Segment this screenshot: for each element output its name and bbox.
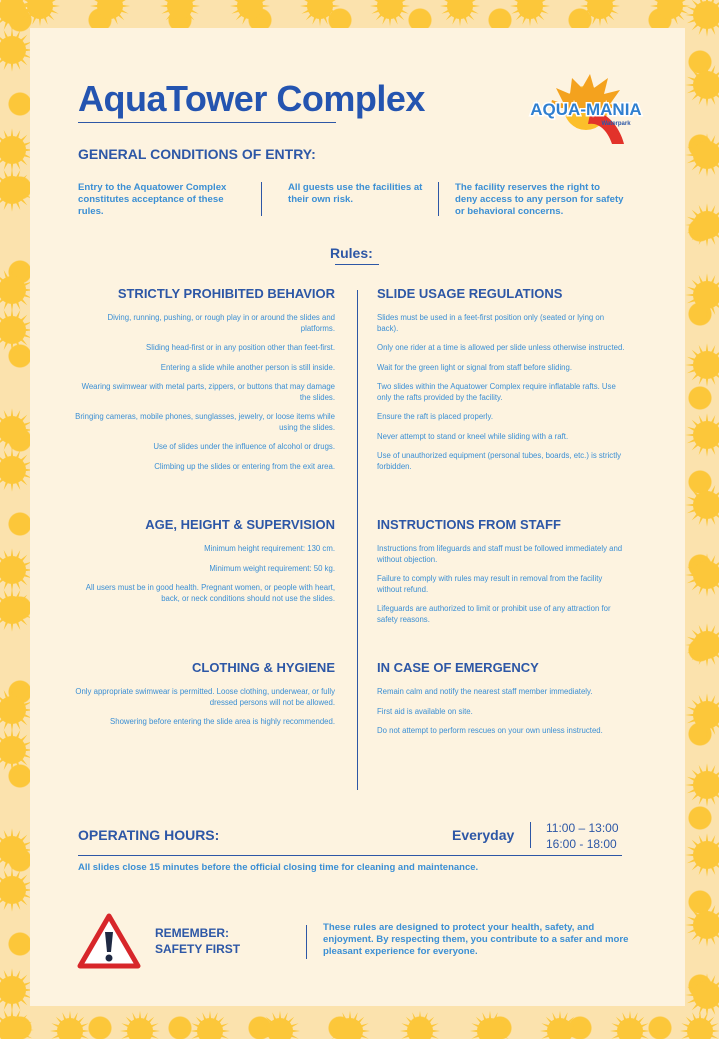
section-slide-usage-title: SLIDE USAGE REGULATIONS <box>377 286 563 301</box>
page-title: AquaTower Complex <box>78 78 425 119</box>
time-slot-2: 16:00 - 18:00 <box>546 837 617 851</box>
list-item: Minimum height requirement: 130 cm. <box>204 544 335 553</box>
list-item: Sliding head-first or in any position other than feet-first. <box>146 343 335 352</box>
rules-underline <box>335 264 379 265</box>
rules-poster-panel <box>30 28 685 1006</box>
general-condition-1: Entry to the Aquatower Complex constitutes acceptance of these rules. <box>78 182 227 217</box>
list-item: Diving, running, pushing, or rough play in or around the slides and platforms. <box>107 313 335 333</box>
sun-icon <box>0 688 34 731</box>
list-item: Minimum weight requirement: 50 kg. <box>209 563 335 573</box>
section-prohibited <box>74 286 335 472</box>
list-item: Wearing swimwear with metal parts, zippers, or buttons that may damage the slides. <box>81 382 335 402</box>
sun-icon <box>0 128 34 171</box>
sun-icon <box>470 1011 510 1039</box>
section-prohibited-title: STRICTLY PROHIBITED BEHAVIOR <box>117 286 335 301</box>
remember-text: These rules are designed to protect your health, safety, and enjoyment. By respecting them, you contribute to a safer and more pleasant experience for everyone. <box>323 922 629 957</box>
general-condition-3: The facility reserves the right to deny access to any person for safety or behavioral concerns. <box>455 182 624 217</box>
logo-subtitle-text: Waterpark <box>601 121 631 127</box>
sun-icon <box>540 1011 580 1039</box>
sun-icon <box>685 973 719 1016</box>
sun-icon <box>0 408 34 451</box>
sun-icon <box>0 308 34 351</box>
sun-icon <box>230 0 270 26</box>
sun-icon <box>680 1011 719 1039</box>
sun-icon <box>90 0 130 26</box>
sun-icon <box>0 1008 34 1039</box>
section-clothing-title: CLOTHING & HYGIENE <box>191 660 335 675</box>
section-emergency <box>377 660 627 737</box>
sun-icon <box>300 0 340 26</box>
time-slot-1: 11:00 – 13:00 <box>546 821 619 835</box>
general-divider-2 <box>438 182 439 216</box>
list-item: Ensure the raft is placed properly. <box>377 412 494 421</box>
sun-icon <box>160 0 200 26</box>
operating-hours-title: OPERATING HOURS: <box>78 827 220 843</box>
list-item: Do not attempt to perform rescues on your own unless instructed. <box>377 726 603 735</box>
sun-icon <box>610 1011 650 1039</box>
list-item: Lifeguards are authorized to limit or prohibit use of any attraction for safety reasons. <box>377 604 611 624</box>
general-conditions-title: GENERAL CONDITIONS OF ENTRY: <box>78 146 316 162</box>
sun-icon <box>0 868 34 911</box>
hours-rule <box>78 855 622 856</box>
list-item: Slides must be used in a feet-first position only (seated or lying on back). <box>377 313 605 333</box>
operating-days: Everyday <box>452 827 515 843</box>
sun-icon <box>685 0 719 37</box>
list-item: Remain calm and notify the nearest staff member immediately. <box>377 687 593 696</box>
sun-icon <box>685 903 719 946</box>
sun-icon <box>685 833 719 876</box>
sun-icon <box>120 1011 160 1039</box>
sun-icon <box>685 203 719 246</box>
sun-icon <box>685 343 719 386</box>
sun-icon <box>685 483 719 526</box>
general-condition-2: All guests use the facilities at their own risk. <box>288 182 423 205</box>
list-item: Showering before entering the slide area is highly recommended. <box>110 717 335 726</box>
section-slide-usage <box>377 286 627 472</box>
sun-icon <box>50 1011 90 1039</box>
sun-icon <box>510 0 550 26</box>
sun-icon <box>440 0 480 26</box>
aqua-mania-logo <box>516 68 656 148</box>
remember-heading <box>155 925 240 957</box>
list-item: First aid is available on site. <box>377 706 473 716</box>
sun-icon <box>0 268 34 311</box>
logo-icon <box>516 68 656 148</box>
sun-icon <box>685 273 719 316</box>
title-divider <box>78 122 336 123</box>
sun-icon <box>0 168 34 211</box>
sun-icon <box>330 1011 370 1039</box>
sun-icon <box>0 968 34 1011</box>
sun-icon <box>685 763 719 806</box>
sun-icon <box>0 28 34 71</box>
list-item: Bringing cameras, mobile phones, sunglasses, jewelry, or loose items while using the slides. <box>75 412 335 432</box>
list-item: Use of unauthorized equipment (personal tubes, boards, etc.) is strictly forbidden. <box>377 451 621 471</box>
section-staff-title: INSTRUCTIONS FROM STAFF <box>377 517 561 532</box>
sun-icon <box>0 588 34 631</box>
remember-line-1: REMEMBER: <box>155 926 229 940</box>
sun-icon <box>580 0 620 26</box>
list-item: Use of slides under the influence of alcohol or drugs. <box>153 442 335 451</box>
sun-icon <box>685 413 719 456</box>
section-clothing <box>74 660 335 728</box>
general-divider-1 <box>261 182 262 216</box>
sun-icon <box>0 728 34 771</box>
list-item: Instructions from lifeguards and staff must be followed immediately and without objection. <box>377 544 623 564</box>
sun-icon <box>650 0 690 26</box>
sun-icon <box>0 828 34 871</box>
remember-divider <box>306 925 307 959</box>
sun-icon <box>370 0 410 26</box>
logo-brand-text: AQUA-MANIA <box>530 100 642 119</box>
remember-line-2: SAFETY FIRST <box>155 942 241 956</box>
list-item: Wait for the green light or signal from staff before sliding. <box>377 362 573 372</box>
rules-center-divider <box>357 290 358 790</box>
list-item: Climbing up the slides or entering from the exit area. <box>154 461 335 471</box>
sun-icon <box>260 1011 300 1039</box>
operating-times <box>546 820 619 852</box>
rules-title: Rules: <box>330 245 373 261</box>
sun-icon <box>0 448 34 491</box>
list-item: Failure to comply with rules may result in removal from the facility without refund. <box>377 574 603 594</box>
hours-divider <box>530 822 531 848</box>
sun-icon <box>685 553 719 596</box>
sun-icon <box>685 693 719 736</box>
list-item: Two slides within the Aquatower Complex require inflatable rafts. Use only the rafts provided by the facility. <box>377 382 616 402</box>
list-item: All users must be in good health. Pregnant women, or people with heart, back, or neck conditions should not use the slides. <box>85 583 335 603</box>
sun-icon <box>685 133 719 176</box>
closing-note: All slides close 15 minutes before the official closing time for cleaning and maintenance. <box>78 862 479 873</box>
section-age <box>74 517 335 604</box>
list-item: Entering a slide while another person is still inside. <box>160 362 335 372</box>
sun-icon <box>400 1011 440 1039</box>
warning-icon <box>76 912 142 970</box>
section-staff <box>377 517 627 625</box>
section-age-title: AGE, HEIGHT & SUPERVISION <box>145 517 335 532</box>
sun-icon <box>685 623 719 666</box>
list-item: Only appropriate swimwear is permitted. Loose clothing, underwear, or fully dressed persons will not be allowed. <box>75 687 335 707</box>
sun-icon <box>685 63 719 106</box>
sun-icon <box>190 1011 230 1039</box>
list-item: Never attempt to stand or kneel while sliding with a raft. <box>377 431 569 441</box>
list-item: Only one rider at a time is allowed per slide unless otherwise instructed. <box>377 343 625 352</box>
section-emergency-title: IN CASE OF EMERGENCY <box>377 660 539 675</box>
sun-icon <box>0 548 34 591</box>
